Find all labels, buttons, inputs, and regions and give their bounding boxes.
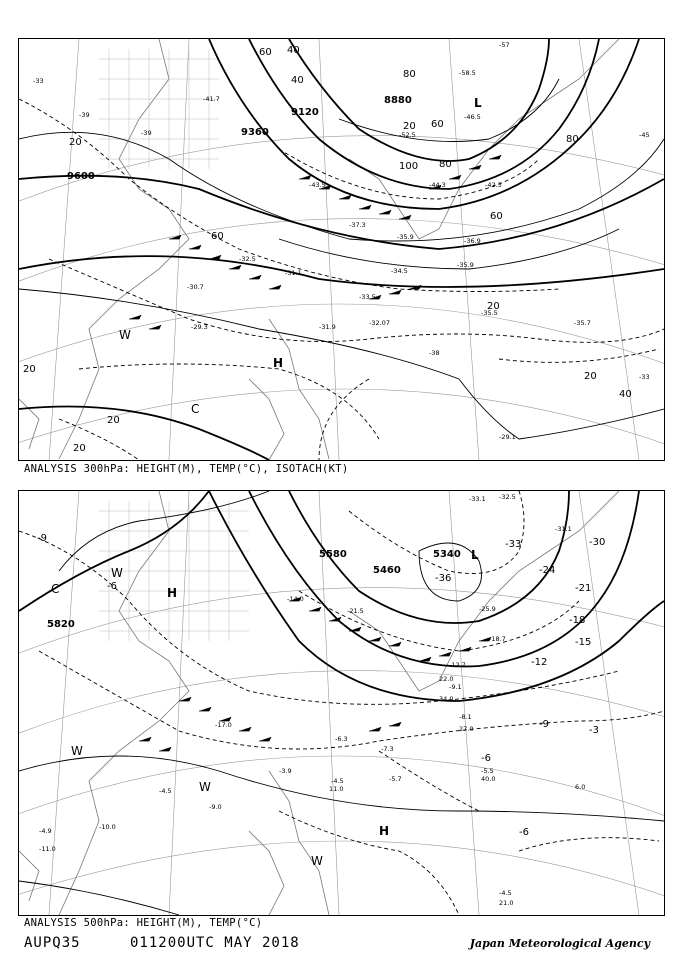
- isotach-label: 40: [291, 75, 304, 86]
- isotach-label: 80: [439, 159, 452, 170]
- low-center: L: [471, 548, 479, 562]
- height-label: 8880: [384, 95, 412, 106]
- temp-label: -33.1: [469, 495, 486, 503]
- temp-label: -25.9: [479, 605, 496, 613]
- temp-label: -29.3: [191, 323, 208, 331]
- jet-hatching: [99, 49, 219, 169]
- isotherm-label: -24: [539, 565, 556, 576]
- temp-label: -39: [79, 111, 90, 119]
- height-label: 5820: [47, 619, 75, 630]
- temp-label: -43.5: [309, 181, 326, 189]
- temp-label: -5.5: [481, 767, 494, 775]
- product-code: AUPQ35: [24, 935, 81, 951]
- temp-label: -32.5: [499, 493, 516, 501]
- temp-label: -39: [141, 129, 152, 137]
- temp-label: -18.7: [489, 635, 506, 643]
- temperature-label-group: [33, 41, 650, 441]
- isotach-label: 60: [431, 119, 444, 130]
- isotach-label: 20: [69, 137, 82, 148]
- temp-label: -57: [499, 41, 510, 49]
- isotherm-label: -6: [107, 581, 117, 592]
- temp-label: -32.07: [369, 319, 390, 327]
- temp-label: -33.5: [359, 293, 376, 301]
- isotherm-label: -21: [575, 583, 592, 594]
- isotach-label: 100: [399, 161, 419, 172]
- temp-label: -36.9: [464, 237, 481, 245]
- temp-label: -31.9: [319, 323, 336, 331]
- temp-label: -14.0: [287, 595, 304, 603]
- height-contours: [19, 491, 664, 701]
- temp-label: -29.1: [499, 433, 516, 441]
- temp-label: 6.0: [575, 783, 586, 791]
- analysis-300hpa-map: [18, 38, 665, 461]
- isotach-label: 20: [584, 371, 597, 382]
- height-label: 5460: [373, 565, 401, 576]
- temp-label: 40.0: [481, 775, 496, 783]
- height-label: 9120: [291, 107, 319, 118]
- isotherm-label: -33: [505, 539, 522, 550]
- temp-label: -4.5: [499, 889, 512, 897]
- isotherm-label: -9: [37, 533, 47, 544]
- temp-label: -46.5: [464, 113, 481, 121]
- height-label: 9600: [67, 171, 95, 182]
- isotach-label: 60: [211, 231, 224, 242]
- isotach-label: 40: [619, 389, 632, 400]
- temp-label: -17.0: [215, 721, 232, 729]
- warm-center: W: [111, 566, 123, 580]
- temp-label: -35.9: [397, 233, 414, 241]
- temp-label: -34.5: [391, 267, 408, 275]
- temp-label: -11.0: [39, 845, 56, 853]
- isotherm-label: -30: [589, 537, 606, 548]
- temp-label: 11.0: [329, 785, 344, 793]
- temp-label: 27.0: [459, 725, 474, 733]
- temp-label: -9.0: [209, 803, 222, 811]
- pressure-center-group: [51, 548, 479, 868]
- isotach-label-group: [23, 45, 632, 454]
- isotherm-label: -36: [435, 573, 452, 584]
- temp-label: -9.1: [449, 683, 462, 691]
- map-500hpa-canvas: [19, 491, 664, 915]
- map-300hpa-canvas: [19, 39, 664, 460]
- temp-label: -52.5: [399, 131, 416, 139]
- isotherm-label: -18: [569, 615, 586, 626]
- isotherm-label: -12: [531, 657, 548, 668]
- isotach-label: 80: [403, 69, 416, 80]
- temp-label: -10.0: [99, 823, 116, 831]
- analysis-500hpa-map: [18, 490, 665, 916]
- temp-label: -37.3: [349, 221, 366, 229]
- temp-label: -30.7: [187, 283, 204, 291]
- temp-label: 34.0: [439, 695, 454, 703]
- temp-label: -31.1: [285, 269, 302, 277]
- temp-label: -4.5: [331, 777, 344, 785]
- isotach-label: 20: [107, 415, 120, 426]
- temp-label: -4.5: [159, 787, 172, 795]
- temp-label: -45: [639, 131, 650, 139]
- height-label: 5580: [319, 549, 347, 560]
- temp-label: -58.5: [459, 69, 476, 77]
- temp-label: -35.5: [481, 309, 498, 317]
- cold-center: C: [51, 582, 60, 596]
- caption-300hpa: ANALYSIS 300hPa: HEIGHT(M), TEMP(°C), ISOTACH(KT): [24, 463, 349, 475]
- height-label: 9360: [241, 127, 269, 138]
- high-center: H: [167, 586, 178, 600]
- low-center: L: [474, 96, 482, 110]
- temp-label: -42.3: [485, 181, 502, 189]
- isotach-label: 20: [23, 364, 36, 375]
- temp-label: -35.7: [574, 319, 591, 327]
- temp-label: -6.3: [335, 735, 348, 743]
- warm-center: W: [119, 328, 131, 342]
- height-label: 5340: [433, 549, 461, 560]
- temp-label: -3.9: [279, 767, 292, 775]
- temp-label: -33: [639, 373, 650, 381]
- isotach-label: 80: [566, 134, 579, 145]
- temp-label: -41.7: [203, 95, 220, 103]
- warm-center: W: [199, 780, 211, 794]
- temp-label: -21.5: [347, 607, 364, 615]
- warm-center: W: [311, 854, 323, 868]
- isotach-label: 40: [287, 45, 300, 56]
- agency-credit: Japan Meteorological Agency: [469, 937, 650, 950]
- temp-label: -44.3: [429, 181, 446, 189]
- isotach-label: 20: [73, 443, 86, 454]
- temp-label: -35.9: [457, 261, 474, 269]
- caption-500hpa: ANALYSIS 500hPa: HEIGHT(M), TEMP(°C): [24, 917, 263, 929]
- temp-label: 22.0: [439, 675, 454, 683]
- isotach-label: 60: [490, 211, 503, 222]
- temp-label: -38: [429, 349, 440, 357]
- temp-label: -33: [33, 77, 44, 85]
- temp-label: -7.3: [381, 745, 394, 753]
- isotherm-label: -9: [539, 719, 549, 730]
- temp-label: -5.7: [389, 775, 402, 783]
- temp-label: -8.1: [459, 713, 472, 721]
- isotherm-label: -6: [481, 753, 491, 764]
- isotherm-label: -3: [589, 725, 599, 736]
- isotherm-label: -6: [519, 827, 529, 838]
- temp-label: 21.0: [499, 899, 514, 907]
- isotach-label: 20: [403, 121, 416, 132]
- temp-label: -32.5: [239, 255, 256, 263]
- temp-label: -12.7: [449, 661, 466, 669]
- valid-time: 011200UTC MAY 2018: [130, 935, 300, 951]
- isotach-label: 20: [487, 301, 500, 312]
- temp-label: -4.9: [39, 827, 52, 835]
- isotherm-label: -15: [575, 637, 592, 648]
- temp-label: -31.1: [555, 525, 572, 533]
- isotach-label: 60: [259, 47, 272, 58]
- cold-center: C: [191, 402, 200, 416]
- warm-center: W: [71, 744, 83, 758]
- high-center: H: [379, 824, 390, 838]
- isotach-contours: [19, 79, 664, 439]
- high-center: H: [273, 356, 284, 370]
